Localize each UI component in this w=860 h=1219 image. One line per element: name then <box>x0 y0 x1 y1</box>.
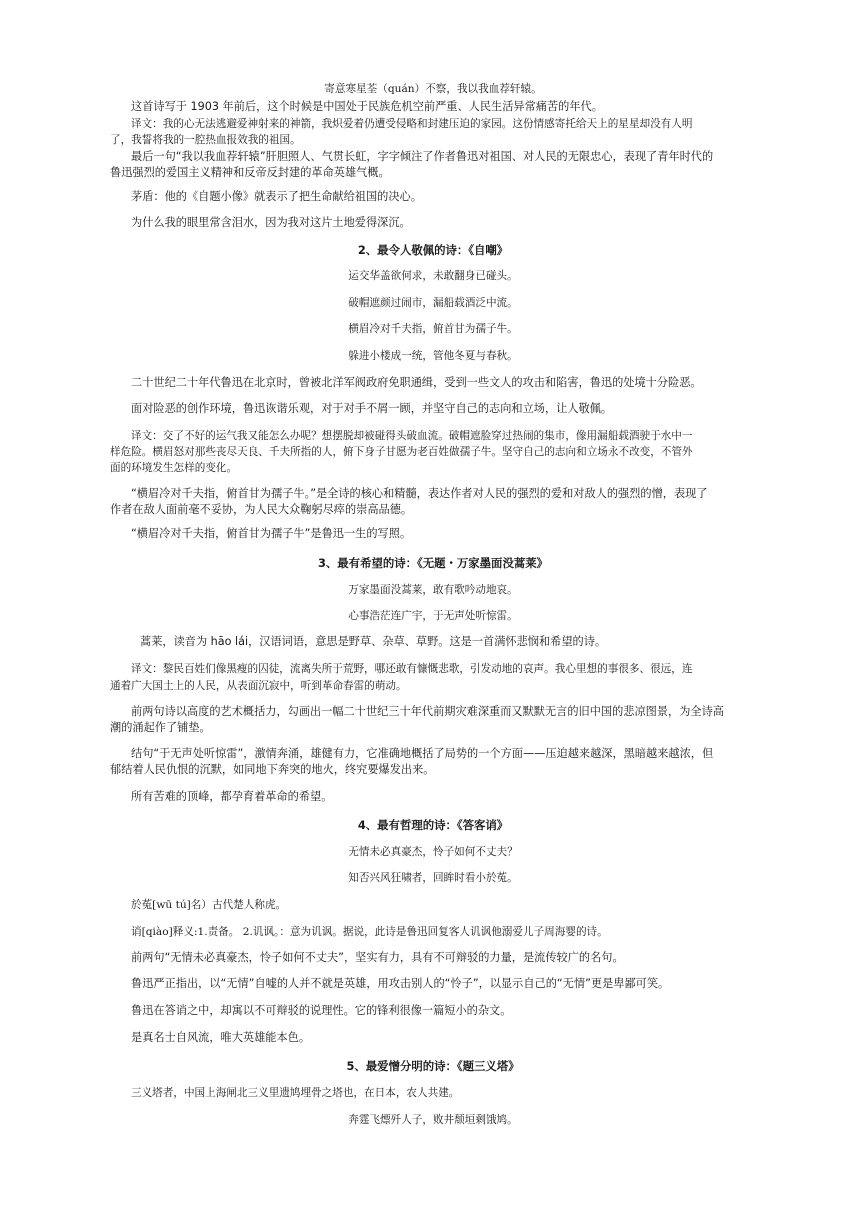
paragraph-line: 是真名士自风流，唯大英雄能本色。 <box>131 1031 311 1044</box>
paragraph-line: 鲁迅强烈的爱国主义精神和反帝反封建的革命英雄气概。 <box>110 166 390 179</box>
paragraph-line: 鲁迅在答诮之中，却寓以不可辩驳的说理性。它的锋利很像一篇短小的杂文。 <box>131 1004 512 1017</box>
paragraph-line: 结句“于无声处听惊雷”，激情奔涌，雄健有力，它准确地概括了局势的一个方面——压迫越来越深，黑暗越来越浓，但 <box>131 747 714 760</box>
section-heading: 3、最有希望的诗：《无题・万家墨面没蒿莱》 <box>317 556 549 570</box>
translation-line: 通着广大国土上的人民，从表面沉寂中，听到革命春雷的萌动。 <box>110 680 407 692</box>
paragraph-line: 所有苦难的顶峰，都孕育着革命的希望。 <box>131 790 333 803</box>
paragraph-line: “横眉冷对千夫指，俯首甘为孺子牛。”是全诗的核心和精髓，表达作者对人民的强烈的爱和对敌人的强烈的憎，表现了 <box>131 487 708 500</box>
paragraph-line: 最后一句“我以我血荐轩辕”肝胆照人、气贯长虹，字字倾注了作者鲁迅对祖国、对人民的无限忠心，表现了青年时代的 <box>131 150 714 163</box>
paragraph-line: 蒿莱，读音为 hāo lái，汉语词语，意思是野草、杂草、草野。这是一首满怀悲悯和希望的诗。 <box>140 635 607 648</box>
paragraph-line: 面对险恶的创作环境，鲁迅诙谐乐观，对于对手不屑一顾，并坚守自己的志向和立场，让人敬佩。 <box>131 402 613 415</box>
poem-line: 破帽遮颜过闹市，漏船载酒泛中流。 <box>348 297 518 309</box>
paragraph-line: 二十世纪二十年代鲁迅在北京时，曾被北洋军阀政府免职通缉，受到一些文人的攻击和陷害，鲁迅的处境十分险恶。 <box>131 376 702 389</box>
paragraph-line: 潮的涌起作了铺垫。 <box>110 721 211 734</box>
paragraph-line: 茅盾：他的《自题小像》就表示了把生命献给祖国的决心。 <box>131 190 422 203</box>
poem-line: 奔霆飞熛歼人子，败井颓垣剩饿鸠。 <box>348 1114 518 1126</box>
paragraph-line: 作者在敌人面前毫不妥协，为人民大众鞠躬尽瘁的崇高品德。 <box>110 503 413 516</box>
poem-line: 横眉冷对千夫指，俯首甘为孺子牛。 <box>348 323 518 335</box>
translation-line: 译文：我的心无法逃避爱神射来的神箭，我炽爱着仍遭受侵略和封建压迫的家园。这份情感寄托给天上的星星却没有人明 <box>131 118 693 130</box>
translation-line: 了，我誓将我的一腔热血报效我的祖国。 <box>110 134 301 146</box>
poem-line: 运交华盖欲何求，未敢翻身已碰头。 <box>348 270 518 282</box>
note-line: 诮[qiào]释义:1.责备。 2.讥讽。：意为讥讽。据说，此诗是鲁迅回复客人讥讽他溺爱儿子周海婴的诗。 <box>131 926 608 938</box>
paragraph-line: 前两句“无情未必真豪杰，怜子如何不丈夫”，坚实有力，具有不可辩驳的力量，是流传较广的名句。 <box>131 951 624 964</box>
paragraph-line: 这首诗写于 1903 年前后，这个时候是中国处于民族危机空前严重、人民生活异常痛苦的年代。 <box>131 100 603 113</box>
paragraph-line: 前两句诗以高度的艺术概括力，勾画出一幅二十世纪三十年代前期灾难深重而又默默无言的旧中国的悲凉图景，为全诗高 <box>131 705 724 718</box>
translation-line: 译文：黎民百姓们像黑瘦的囚徒，流离失所于荒野，哪还敢有慷慨悲歌，引发动地的哀声。我心里想的事很多、很远，连 <box>131 663 693 675</box>
poem-line: 万家墨面没蒿莱，敢有歌吟动地哀。 <box>348 584 518 596</box>
section-heading: 4、最有哲理的诗：《答客诮》 <box>357 818 509 832</box>
translation-line: 样危险。横眉怒对那些丧尽天良、千夫所指的人，俯下身子甘愿为老百姓做孺子牛。坚守自己的志向和立场永不改变，不管外 <box>110 446 693 458</box>
paragraph-line: “横眉冷对千夫指，俯首甘为孺子牛”是鲁迅一生的写照。 <box>131 527 412 540</box>
paragraph-line: 郁结着人民仇恨的沉默，如同地下奔突的地火，终究要爆发出来。 <box>110 763 435 776</box>
poem-line: 心事浩茫连广宇，于无声处听惊雷。 <box>348 610 518 622</box>
section-heading: 2、最令人敬佩的诗：《自嘲》 <box>357 243 509 257</box>
paragraph-line: 为什么我的眼里常含泪水，因为我对这片土地爱得深沉。 <box>131 216 411 229</box>
note-line: 三义塔者，中国上海闸北三义里遗鸠埋骨之塔也，在日本，农人共建。 <box>131 1087 460 1099</box>
paragraph-line: 鲁迅严正指出，以“无情”自嘘的人并不就是英雄，用攻击别人的“怜子”，以显示自己的“无情”更是卑鄙可笑。 <box>131 977 670 990</box>
section-heading: 5、最爱憎分明的诗：《题三义塔》 <box>346 1059 520 1073</box>
translation-line: 译文：交了不好的运气我又能怎么办呢？想摆脱却被碰得头破血流。破帽遮脸穿过热闹的集市，像用漏船载酒驶于水中一 <box>131 430 693 442</box>
poem-line: 躲进小楼成一统，管他冬夏与春秋。 <box>348 350 518 362</box>
note-line: 於菟[wū tú]名）古代楚人称虎。 <box>131 899 287 911</box>
poem-line: 知否兴风狂啸者，回眸时看小於菟。 <box>348 872 518 884</box>
poem-line: 无情未必真豪杰，怜子如何不丈夫？ <box>348 846 518 858</box>
translation-line: 面的环境发生怎样的变化。 <box>110 462 238 474</box>
poem-line: 寄意寒星荃（quán）不察，我以我血荐轩辕。 <box>324 83 542 95</box>
